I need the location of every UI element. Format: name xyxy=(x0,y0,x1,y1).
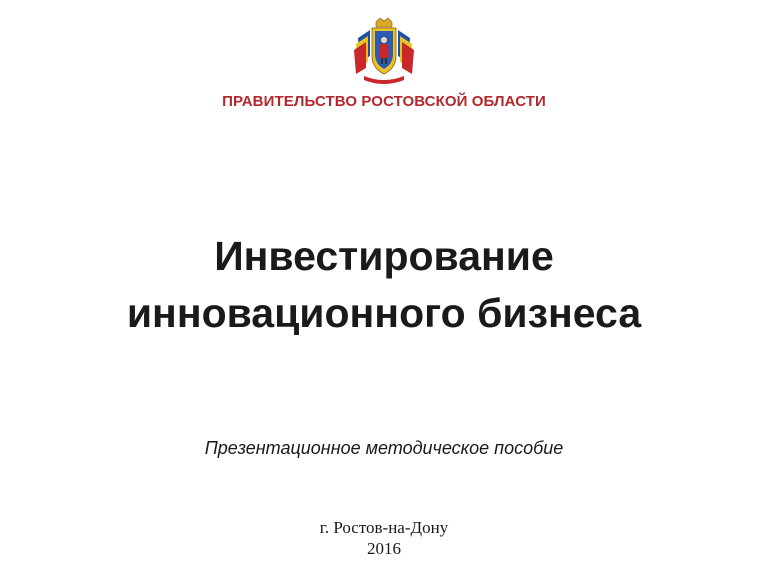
presentation-title xyxy=(0,228,768,342)
presentation-subtitle: Презентационное методическое пособие xyxy=(204,438,564,458)
title-line-1: Инвестирование xyxy=(214,233,554,279)
organization-name: ПРАВИТЕЛЬСТВО РОСТОВСКОЙ ОБЛАСТИ xyxy=(222,93,546,110)
city-label: г. Ростов-на-Дону xyxy=(319,518,449,537)
year-label: 2016 xyxy=(367,539,401,558)
title-line-2: инновационного бизнеса xyxy=(126,290,642,336)
coat-of-arms-icon xyxy=(352,16,416,86)
place-and-year xyxy=(0,517,768,559)
